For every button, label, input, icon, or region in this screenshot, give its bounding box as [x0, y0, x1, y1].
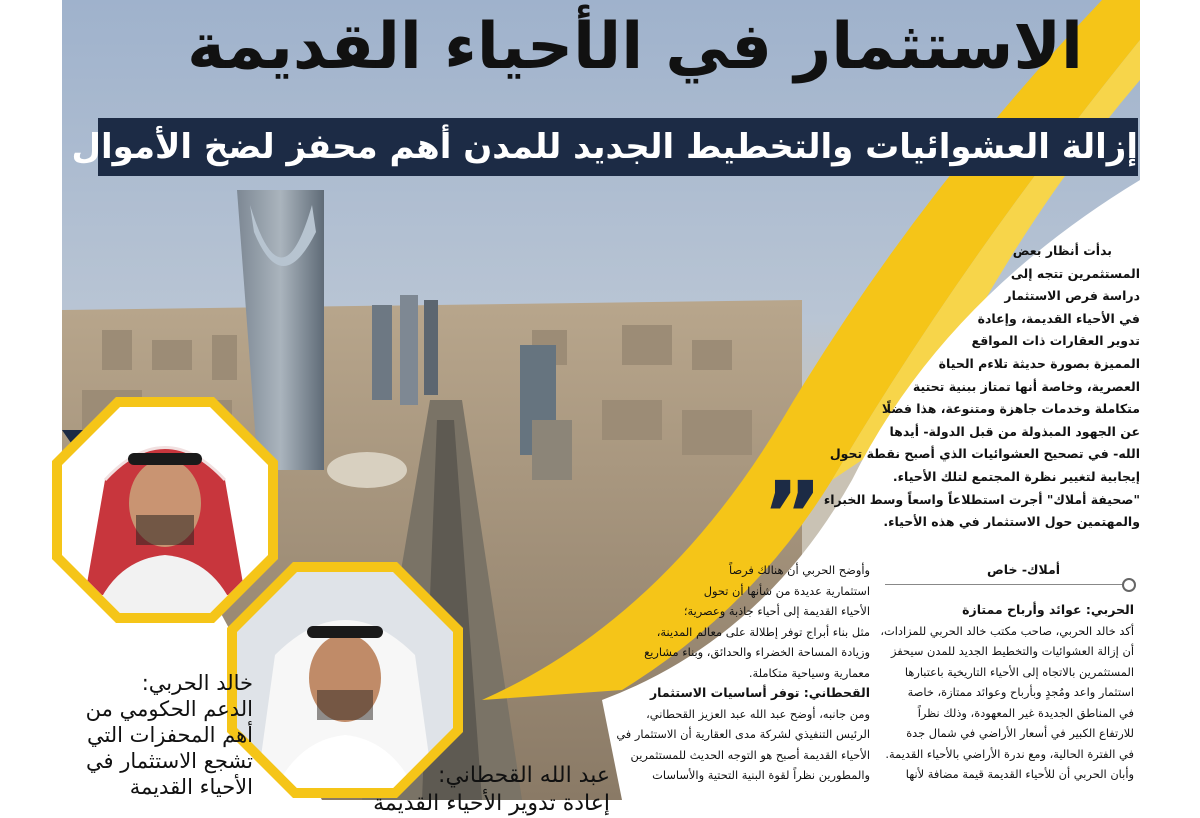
body-line: معمارية وسياحية متكاملة.: [748, 665, 870, 680]
body-line: في الفترة الحالية، ومع ندرة الأراضي بالأحياء القديمة.: [885, 746, 1134, 761]
body-line: وأوضح الحربي أن هنالك فرصاً: [729, 563, 870, 577]
intro-line: دراسة فرص الاستثمار: [1004, 288, 1140, 304]
intro-paragraph: [800, 240, 1140, 534]
quote-mark-icon: ”: [762, 462, 823, 569]
body-line: ومن جانبه، أوضح عبد الله عبد العزيز القحطاني،: [646, 706, 870, 721]
byline: أملاك- خاص: [986, 562, 1060, 577]
caption-abdullah-alqahtani: [310, 762, 610, 818]
body-line: وأبان الحربي أن للأحياء القديمة قيمة مضافة لأنها: [905, 767, 1134, 781]
body-line: في المناطق الجديدة غير المعهودة، وذلك نظراً: [917, 705, 1134, 720]
intro-line: تدوير العقارات ذات المواقع: [971, 333, 1140, 349]
body-line: الأحياء القديمة إلى أحياء جاذبة وعصرية؛: [683, 604, 870, 618]
body-line: المستثمرين بالاتجاه إلى الأحياء التاريخية باعتبارها: [904, 664, 1134, 679]
caption-line: إعادة تدوير الأحياء القديمة: [373, 791, 610, 816]
body-line: مثل بناء أبراج توفر إطلالة على معالم المدينة،: [656, 624, 870, 639]
divider: [885, 584, 1130, 585]
divider-dot-icon: [1122, 578, 1136, 592]
article-column-right: [880, 600, 1134, 785]
article-column-middle: [608, 560, 870, 786]
subheadline: إزالة العشوائيات والتخطيط الجديد للمدن أهم محفز لضخ الأموال: [71, 127, 1138, 167]
body-line: أن إزالة العشوائيات والتخطيط الجديد للمدن سيحفز: [891, 644, 1134, 658]
intro-line: إيجابية لتغيير نظرة المجتمع لتلك الأحياء.: [892, 468, 1140, 484]
intro-line: المميزة بصورة حديثة تلاءم الحياة: [938, 355, 1140, 371]
body-line: للارتفاع الكبير في أسعار الأراضي في شمال جدة: [906, 726, 1134, 740]
caption-name: عبد الله القحطاني:: [438, 763, 610, 788]
body-line: الأحياء القديمة أصبح هو التوجه الحديث للمستثمرين: [630, 747, 870, 762]
section-subtitle: القحطاني: توفر أساسيات الاستثمار: [649, 685, 870, 700]
intro-line: "صحيفة أملاك" أجرت استطلاعاً واسعاً وسط الخبراء: [823, 491, 1140, 507]
body-line: الرئيس التنفيذي لشركة مدى العقارية أن الاستثمار في: [616, 727, 870, 741]
section-subtitle: الحربي: عوائد وأرباح ممتازة: [962, 602, 1134, 617]
caption-line: الأحياء القديمة: [129, 775, 253, 799]
body-line: والمطورين نظراً لقوة البنية التحتية والأساسات: [652, 768, 870, 782]
intro-line: عن الجهود المبذولة من قبل الدولة- أيدها: [889, 423, 1140, 439]
intro-line: المستثمرين تتجه إلى: [1010, 265, 1140, 281]
body-line: استثمار واعد ومُجدٍ وبأرباح وعوائد ممتازة، خاصة: [907, 685, 1134, 699]
intro-line: الله- في تصحيح العشوائيات الذي أصبح نقطة تحول: [829, 446, 1140, 462]
caption-line: تشجع الاستثمار في: [86, 749, 253, 773]
caption-khalid-alharbi: [48, 670, 253, 800]
intro-line: والمهتمين حول الاستثمار في هذه الأحياء.: [883, 514, 1140, 530]
intro-line: بدأت أنظار بعض: [1012, 243, 1112, 258]
intro-line: العصرية، وخاصة أنها تمتاز ببنية تحتية: [912, 378, 1140, 394]
caption-line: أهم المحفزات التي: [86, 723, 253, 747]
body-line: وزيادة المساحة الخضراء والحدائق، وبناء مشاريع: [644, 645, 870, 659]
body-line: استثمارية عديدة من شأنها أن تحول: [703, 583, 870, 598]
headline: الاستثمار في الأحياء القديمة: [187, 10, 1083, 84]
intro-line: متكاملة وخدمات جاهزة ومتنوعة، هذا فضلًا: [881, 401, 1140, 417]
caption-name: خالد الحربي:: [141, 671, 253, 695]
body-line: أكد خالد الحربي، صاحب مكتب خالد الحربي للمزادات،: [880, 623, 1134, 638]
intro-line: في الأحياء القديمة، وإعادة: [977, 310, 1140, 326]
caption-line: الدعم الحكومي من: [85, 697, 253, 721]
